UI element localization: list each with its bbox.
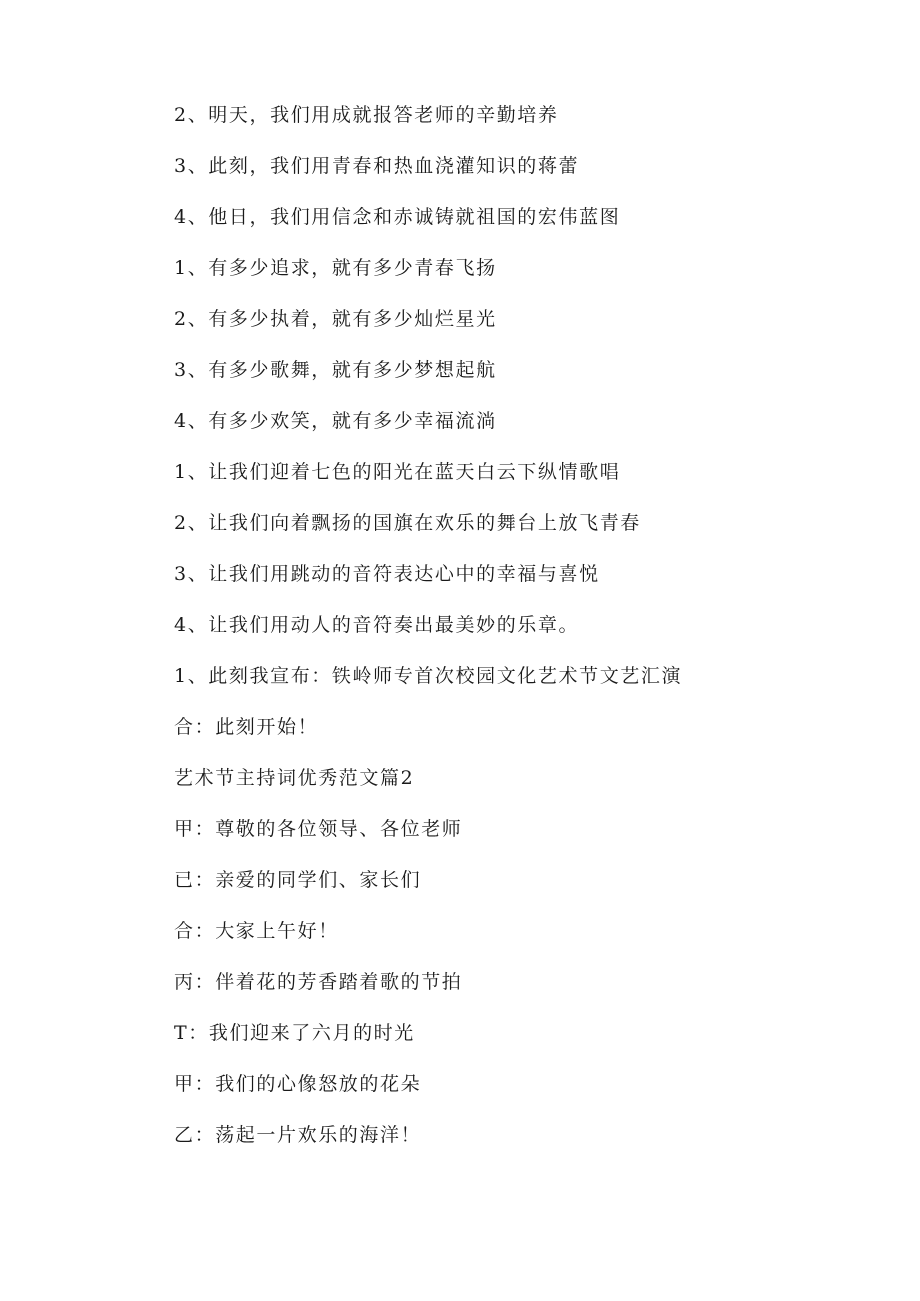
text-line: 1、有多少追求，就有多少青春飞扬 xyxy=(174,257,497,279)
text-line: 3、让我们用跳动的音符表达心中的幸福与喜悦 xyxy=(174,563,600,585)
text-line: 1、此刻我宣布：铁岭师专首次校园文化艺术节文艺汇演 xyxy=(174,665,683,687)
text-line: 4、他日，我们用信念和赤诚铸就祖国的宏伟蓝图 xyxy=(174,206,621,228)
text-line: 3、有多少歌舞，就有多少梦想起航 xyxy=(174,359,497,381)
text-line: 4、让我们用动人的音符奏出最美妙的乐章。 xyxy=(174,614,580,636)
section-heading: 艺术节主持词优秀范文篇2 xyxy=(174,767,415,789)
text-line: T：我们迎来了六月的时光 xyxy=(174,1022,415,1044)
text-line: 1、让我们迎着七色的阳光在蓝天白云下纵情歌唱 xyxy=(174,461,621,483)
text-line: 甲：尊敬的各位领导、各位老师 xyxy=(174,818,463,840)
text-line: 已：亲爱的同学们、家长们 xyxy=(174,869,422,891)
text-line: 丙：伴着花的芳香踏着歌的节拍 xyxy=(174,971,463,993)
text-line: 甲：我们的心像怒放的花朵 xyxy=(174,1073,422,1095)
text-line: 2、有多少执着，就有多少灿烂星光 xyxy=(174,308,497,330)
text-line: 合：大家上午好！ xyxy=(174,920,339,942)
text-line: 合：此刻开始！ xyxy=(174,716,319,738)
text-line: 2、明天，我们用成就报答老师的辛勤培养 xyxy=(174,104,559,126)
document-body xyxy=(174,97,874,1168)
text-line: 2、让我们向着飘扬的国旗在欢乐的舞台上放飞青春 xyxy=(174,512,641,534)
text-line: 3、此刻，我们用青春和热血浇灌知识的蒋蕾 xyxy=(174,155,580,177)
text-line: 乙：荡起一片欢乐的海洋！ xyxy=(174,1124,422,1146)
text-line: 4、有多少欢笑，就有多少幸福流淌 xyxy=(174,410,497,432)
